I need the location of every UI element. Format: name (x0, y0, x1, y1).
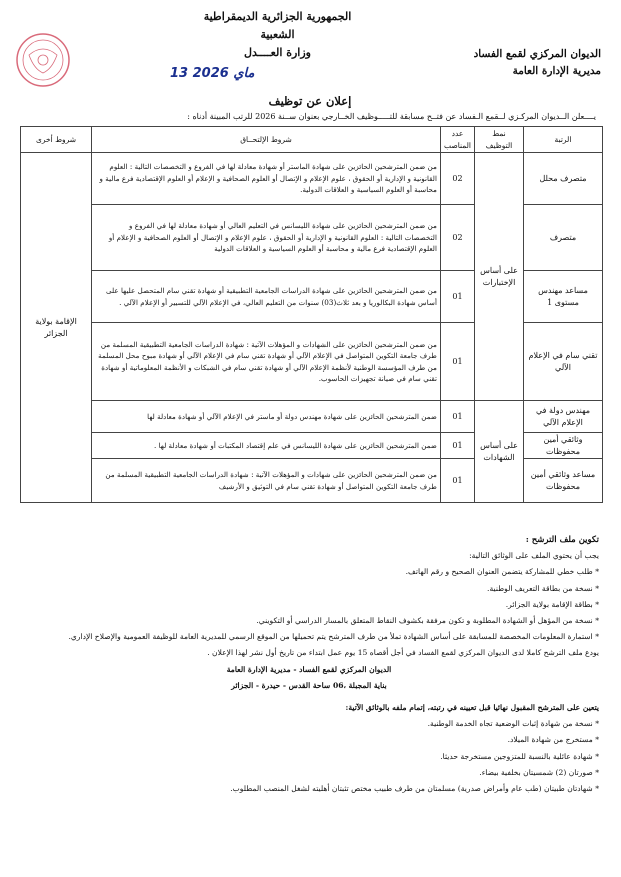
cell-rank: مهندس دولة في الإعلام الآلي (524, 401, 603, 433)
file-item: * استمارة المعلومات المخصصة للمسابقة على أساس الشهادة تملأ من طرف المترشح يتم تحميلها من الموقع الرسمي للمديرية العامة للوظيفة العمومية والإصلاح الإداري. (19, 629, 599, 645)
cell-count: 01 (441, 323, 475, 401)
cell-rank: مساعد وثائقي أمين محفوظات (524, 459, 603, 503)
file-item: * بطاقة الإقامة بولاية الجزائر. (19, 597, 599, 613)
table-row (21, 401, 603, 433)
cell-conditions: من ضمن المترشحين الحائزين على شهادة الدراسات الجامعية التطبيقية أو شهادة تقني سام المتحصل عليها على أساس شهادة البكالوريا و بعد ثلاث(03) سنوات من التعليم العالي، في الإعلام الآلي للتسيير أو الإعلام الآلي . (92, 271, 441, 323)
accepted-item: * مستخرج من شهادة الميلاد. (19, 732, 599, 748)
file-heading: تكوين ملف الترشح : (525, 535, 599, 545)
cell-rank: تقني سام في الإعلام الآلي (524, 323, 603, 401)
accepted-item: * شهادتان طبيتان (طب عام وأمراض صدرية) مسلمتان من طرف طبيب مختص تثبتان أهليته لشغل المنصب المطلوب. (19, 781, 599, 797)
cell-conditions: ضمن المترشحين الحائزين على شهادة الليسانس في علم إقتصاد المكتبات أو شهادة معادلة لها . (92, 433, 441, 459)
letterhead-center (185, 8, 370, 62)
cell-count: 02 (441, 153, 475, 205)
address-line-1: الديوان المركزي لقمع الفساد - مديرية الإدارة العامة (226, 664, 392, 674)
cell-count: 01 (441, 459, 475, 503)
file-lead: يجب أن يحتوي الملف على الوثائق التالية: (469, 551, 599, 561)
cell-conditions: من ضمن المترشحين الحائزين على شهادات و المؤهلات الآتية : شهادة الدراسات الجامعية التطبيقية المسلمة من طرف جامعة التكوين المتواصل أو شهادة تقني سام في التوثيق و الأرشيف (92, 459, 441, 503)
cell-rank: متصرف محلل (524, 153, 603, 205)
cell-mode: على أساس الشهادات (475, 401, 524, 503)
cell-count: 01 (441, 401, 475, 433)
ministry-name: وزارة العــــدل (244, 46, 311, 59)
header-other: شروط أخرى (21, 127, 92, 153)
accepted-heading: يتعين على المترشح المقبول نهائيا قبل تعيينه في رتبته، إتمام ملفه بالوثائق الآتية: (345, 703, 599, 712)
header-count: عدد المناصب (441, 127, 475, 153)
cell-count: 01 (441, 433, 475, 459)
deposit-note: يودع ملف الترشح كاملا لدى الديوان المركزي لقمع الفساد في أجل أقصاه 15 يوم عمل ابتداء من تاريخ أول نشر لهذا الإعلان . (207, 648, 599, 658)
issue-date: 13 ماي 2026 (170, 66, 255, 81)
cell-conditions: من ضمن المترشحين الحائزين على الشهادات و المؤهلات الآتية : شهادة الدراسات الجامعية التطبيقية المسلمة من طرف جامعة التكوين المتواصل في الإعلام الآلي أو شهادة تقني سام في الإعلام الآلي أو شهادة مبوح محل المسلمة من طرف المؤسسة الوطنية لأنظمة الإعلام الآلي أو شهادة تقني سام في الشبكات و الأنظمة المعلوماتية أو شهادة تقني سام في صيانة تجهيزات الحاسوب. (92, 323, 441, 401)
file-item: * نسخة من المؤهل أو الشهادة المطلوبة و تكون مرفقة بكشوف النقاط المتعلق بالمسار الدراسي أو التكويني. (19, 613, 599, 629)
office-name: الديوان المركزي لقمع الفساد (473, 48, 601, 60)
directorate-name: مديرية الإدارة العامة (512, 65, 601, 77)
cell-rank: مساعد مهندس مستوى 1 (524, 271, 603, 323)
intro-text: يــــعلن الــديوان المركـزي لــقمع الـفساد عن فتــح مسابقة للتـــــوظيف الخــارجي بعنوان ســنة 2026 للرتب المبينة أدناه : (187, 112, 596, 121)
cell-count: 01 (441, 271, 475, 323)
table-header-row (21, 127, 603, 153)
file-item: * طلب خطي للمشاركة يتضمن العنوان الصحيح و رقم الهاتف. (19, 564, 599, 580)
republic-name: الجمهورية الجزائرية الديمقراطية الشعبية (203, 10, 352, 41)
address-line-2: بناية المجبلة ،06 ساحة القدس - حيدرة - الجزائر (231, 680, 387, 690)
cell-rank: وثائقي أمين محفوظات (524, 433, 603, 459)
official-seal-stamp (14, 10, 72, 110)
header-rank: الرتبة (524, 127, 603, 153)
header-conditions: شروط الإلتحــاق (92, 127, 441, 153)
cell-rank: متصرف (524, 205, 603, 271)
cell-other: الإقامة بولاية الجزائر (21, 153, 92, 503)
recruitment-table (20, 126, 603, 503)
cell-count: 02 (441, 205, 475, 271)
accepted-item: * نسخة من شهادة إثبات الوضعية تجاه الخدمة الوطنية. (19, 716, 599, 732)
accepted-candidate-section (19, 700, 599, 797)
cell-mode: على أساس الإختبارات (475, 153, 524, 401)
file-item: * نسخة من بطاقة التعريف الوطنية. (19, 581, 599, 597)
page-title: إعلان عن توظيف (268, 94, 352, 108)
cell-conditions: ضمن المترشحين الحائزين على شهادة مهندس دولة أو ماستر في الإعلام الآلي أو شهادة معادلة لها (92, 401, 441, 433)
accepted-item: * شهادة عائلية بالنسبة للمتزوجين مستخرجة حديثا. (19, 749, 599, 765)
header-mode: نمط التوظيف (475, 127, 524, 153)
accepted-item: * صورتان (2) شمسيتان بخلفية بيضاء. (19, 765, 599, 781)
cell-conditions: من ضمن المترشحين الحائزين على شهادة الماستر أو شهادة معادلة لها في الفروع و التخصصات التالية : العلوم القانونية و الإدارية أو الحقوق ، علوم الإعلام و الإتصال أو العلوم الصحافية و الإعلام أو العلوم الإقتصادية فرع مالية و محاسبة أو العلوم السياسية و العلاقات الدولية. (92, 153, 441, 205)
application-file-section (19, 532, 599, 694)
letterhead-right (391, 46, 601, 80)
table-row (21, 153, 603, 205)
cell-conditions: من ضمن المترشحين الحائزين على شهادة الليسانس في التعليم العالي أو شهادة معادلة لها في الفروع و التخصصات التالية : العلوم القانونية و الإدارية أو الحقوق ، علوم الإعلام و الإتصال أو العلوم الصحافية و الإعلام أو العلوم الإقتصادية فرع مالية و محاسبة أو العلوم السياسية و العلاقات الدولية (92, 205, 441, 271)
